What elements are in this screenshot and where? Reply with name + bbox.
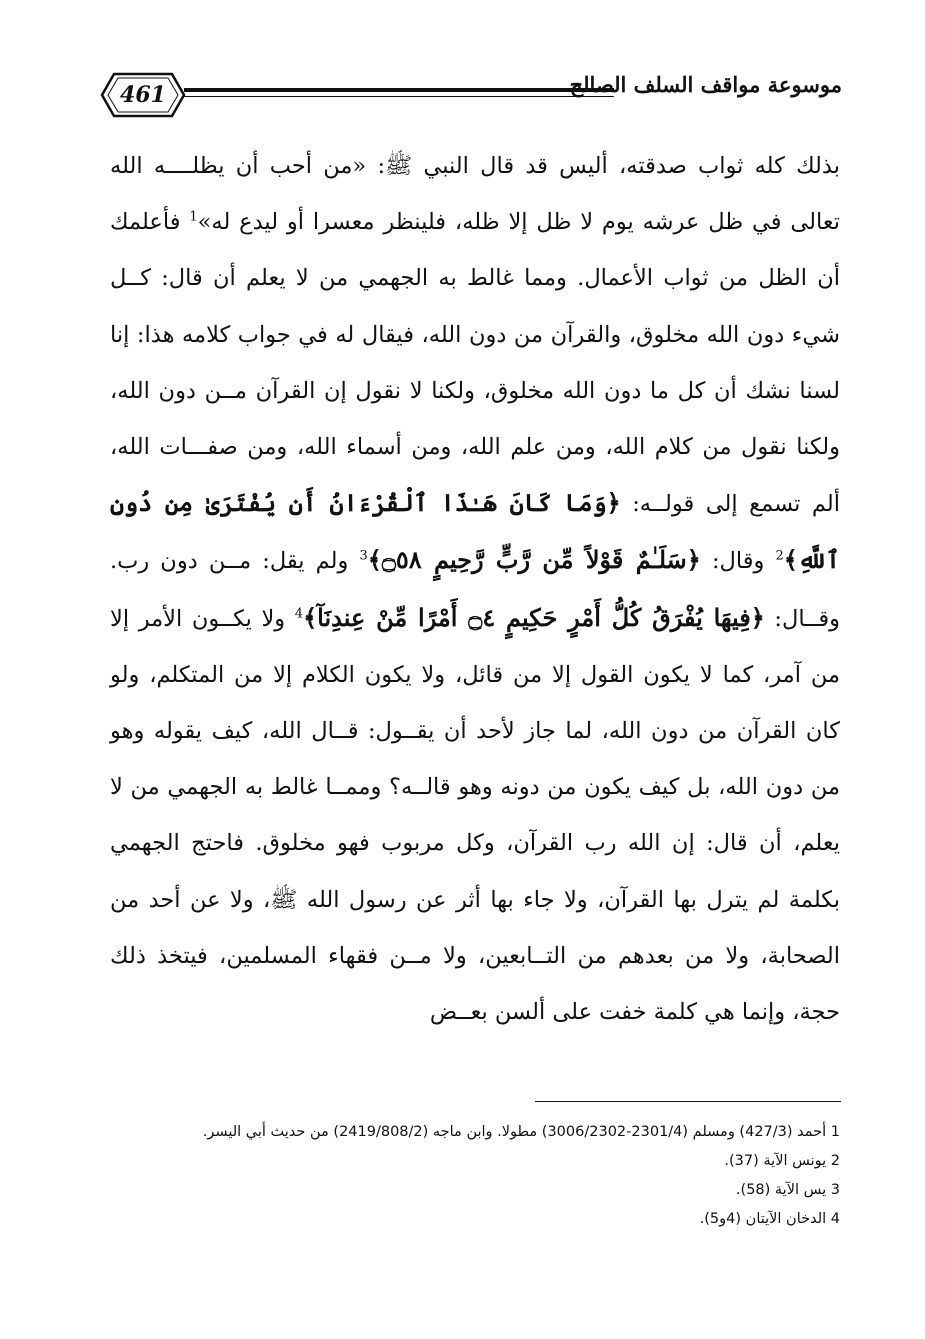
footnote-text: يونس الآية (37).: [724, 1153, 827, 1169]
footnote-ref: 4: [294, 606, 304, 622]
footnote-ref: 1: [189, 209, 198, 225]
page-header: [100, 66, 842, 126]
series-title: موسوعة مواقف السلف الصالح: [569, 72, 842, 97]
footnote-1: [100, 1118, 840, 1147]
footnote-text: أحمد (427/3) ومسلم (2301/4-3006/2302) مطولا. وابن ماجه (2419/808/2) من حديث أبي اليسر.: [202, 1124, 827, 1140]
quran-verse: ﴿سَلَـٰمٌ قَوْلاً مِّن رَّبٍّ رَّحِيمٍ ۝٥٨﴾: [367, 545, 701, 575]
footnote-number: 2: [830, 1153, 840, 1169]
page-number-badge: [100, 70, 186, 120]
footnote-ref: 2: [775, 548, 784, 564]
footnote-number: 3: [830, 1182, 840, 1198]
footnote-number: 4: [830, 1211, 840, 1227]
main-text: [110, 138, 840, 1040]
footnotes: [100, 1118, 840, 1234]
text-segment: بذلك كله ثواب صدقته، أليس قد قال النبي ﷺ: «من أحب أن يظلــــه الله تعالى في ظل عرشه يوم لا ظل إلا ظله، فلينظر معسرا أو ليدع له»: [110, 153, 840, 236]
footnote-2: [100, 1147, 840, 1176]
footnote-ref: 3: [359, 548, 368, 564]
footnote-text: الدخان الآيتان (4و5).: [699, 1211, 827, 1227]
quran-verse: ﴿فِيهَا يُفْرَقُ كُلُّ أَمْرٍ حَكِيمٍ ۝٤ أَمْرًا مِّنْ عِندِنَآ﴾: [303, 602, 765, 632]
footnote-text: يس الآية (58).: [735, 1182, 827, 1198]
footnote-3: [100, 1176, 840, 1205]
footnote-4: [100, 1205, 840, 1234]
text-segment: فأعلمك أن الظل من ثواب الأعمال. ومما غالط به الجهمي من لا يعلم أن قال: كــل شيء دون الله مخلوق، والقرآن من دون الله، فيقال له في جواب كلامه هذا: إنا لسنا نشك أن كل ما دون الله مخلوق، ولكنا لا نقول إن القرآن مــن دون الله، ولكنا نقول من كلام الله، ومن علم الله، ومن أسماء الله، ومن صفـــات الله، ألم تسمع إلى قولــه:: [110, 209, 841, 518]
header-rule: [184, 88, 614, 92]
paragraph: [110, 138, 840, 1040]
text-segment: ولا يكــون الأمر إلا من آمر، كما لا يكون القول إلا من قائل، ولا يكون الكلام إلا من المتكلم، ولو كان القرآن من دون الله، لما جاز لأحد أن يقــول: قــال الله، كيف يقوله وهو من دون الله، بل كيف يكون من دونه وهو قالــه؟ وممــا غالط به الجهمي من لا يعلم، أن قال: إن الله رب القرآن، وكل مربوب فهو مخلوق. فاحتج الجهمي بكلمة لم يترل بها القرآن، ولا جاء بها أثر عن رسول الله ﷺ، ولا عن أحد من الصحابة، ولا من بعدهم من التــابعين، ولا مــن فقهاء المسلمين، فيتخذ ذلك حجة، وإنما هي كلمة خفت على ألسن بعــض: [110, 605, 840, 1026]
text-segment: وقال:: [711, 548, 765, 575]
page-number: 461: [120, 82, 166, 108]
footnote-number: 1: [830, 1124, 840, 1140]
text-segment: ولم يقل: مــن دون رب. وقــال:: [110, 548, 840, 632]
quran-verse: ﴿وَمَا كَانَ هَـٰذَا ٱلْقُرْءَانُ أَن يُفْتَرَىٰ مِن دُونِ ٱللَّهِ﴾: [110, 488, 840, 575]
header-rule-thin: [184, 96, 614, 97]
footnote-divider: [535, 1101, 841, 1102]
